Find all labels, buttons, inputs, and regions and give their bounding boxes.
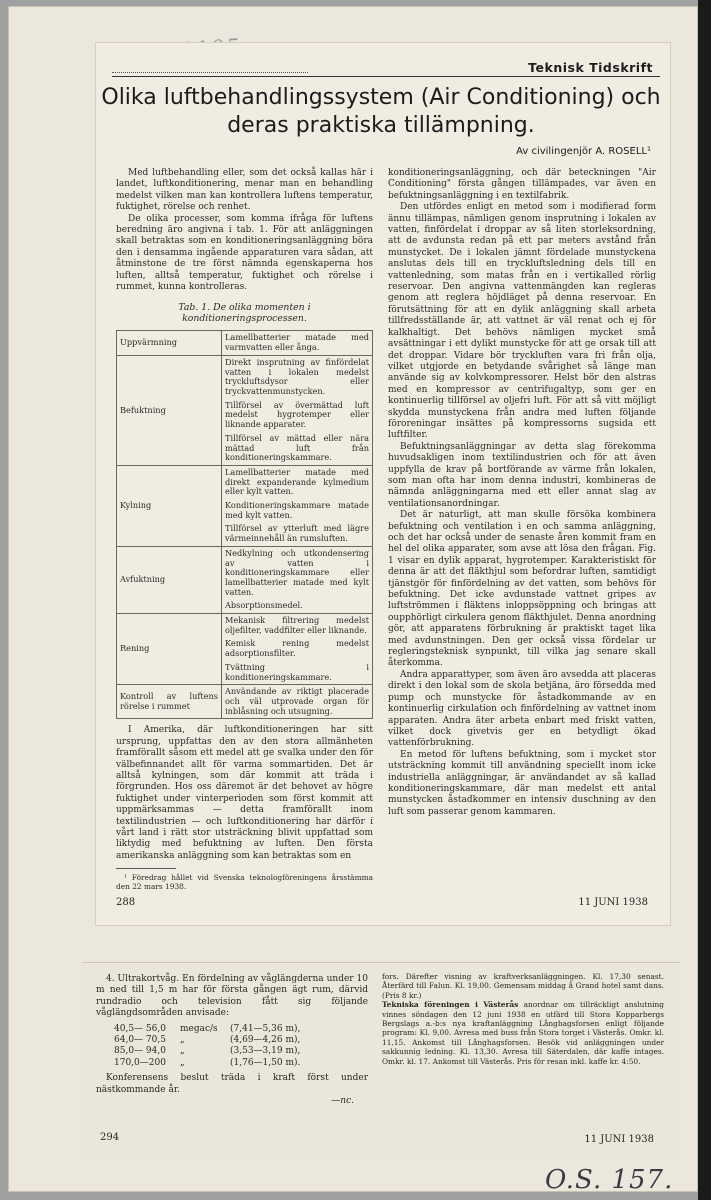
signature: —nc. [331,1096,354,1107]
page-number: 288 [116,897,136,908]
paragraph: fors. Därefter visning av kraftverksanläggningen. Kl. 17,30 senast. Återfärd till Falun. Kl. 19,00. Gemensam middag å Grand hotel samt dans. (Pris 8 kr.) [382,972,664,1000]
paragraph: konditioneringsanläggning, och där beteckningen "Air Conditioning" första gången tillämpades, var även en befuktningsanläggning i en textilfabrik. [388,168,656,201]
frequency-range: 64,0— 70,5 [114,1035,166,1046]
table-cell-item: Tillförsel av mättad eller nära mättad luft från konditioneringskammare. [225,432,369,463]
notice-heading: Tekniska föreningen i Västerås [382,1000,519,1010]
paragraph: Det är naturligt, att man skulle försöka kombinera befuktning och ventilation i en och samma anläggning, och det har också under de senaste åren kommit fram en hel del olika apparater, som avse att lösa den frågan. Fig. 1 visar en dylik apparat, hygrotemper. Karakteristiskt för denna är att det fläkthjul som befordrar luften, samtidigt tjänstgör för finfördelning av det vatten, som behövs för befuktning. Det icke avdunstade vattnet gripes av luftströmmen i fläktens inloppsöppning och bringas att oupphörligt cirkulera genom fläkthjulet. Denna anordning gör, att apparatens förbrukning är praktiskt taget lika med avdunstningen. Den ger också vissa fördelar ur regleringsteknisk synpunkt, till vilka jag senare skall återkomma. [388,510,656,669]
paragraph: De olika processer, som komma ifråga för luftens beredning äro angivna i tab. 1. För att anläggningen skall betraktas som en konditioneringsanläggning böra den i densamma ingående apparaturen vara sådan, att åtminstone de tre först nämnda egenskaperna hos luften, alltså temperatur, fuktighet och rörelse i rummet, kunna kontrolleras. [116,213,373,293]
frequency-unit: „ [180,1057,185,1068]
frequency-list [114,1024,368,1070]
table-row-items [222,355,373,465]
paragraph: En metod för luftens befuktning, som i mycket stor utsträckning kommit till användning speciellt inom icke industriella anläggningar, är användandet av så kallad konditioneringskammare, där man medelst ett antal munstycken åstadkommer en intensiv duschning av den luft som passerar genom kammaren. [388,749,656,817]
masthead-rule [112,76,660,77]
table-row-head: Kontroll av luftens rörelse i rummet [117,685,222,719]
table-cell-item: Konditioneringskammare matade med kylt vatten. [225,500,369,520]
journal-masthead: Teknisk Tidskrift [528,60,653,75]
table-cell-item: Tillförsel av övermättad luft medelst hygrotemper eller liknande apparater. [225,399,369,430]
paragraph [382,1000,664,1066]
frequency-range: 170,0—200 [114,1057,166,1068]
page-number-2: 294 [100,1132,120,1143]
table-row [117,614,373,685]
table-row-head: Rening [117,614,222,685]
paragraph: Befuktningsanläggningar av detta slag förekomma huvudsakligen inom textilindustrien och för att även uppfylla de krav på bortförande av värme från lokalen, som man ofta har inom denna industri, kombineras de nämnda anläggningarna med ett eller annat slag av ventilationsanordningar. [388,441,656,509]
article-title [100,84,662,140]
issue-date: 11 JUNI 1938 [578,897,648,908]
title-line-2: deras praktiska tillämpning. [227,113,535,138]
frequency-wave: (1,76—1,50 m). [230,1057,301,1068]
frequency-wave: (3,53—3,19 m), [230,1046,301,1057]
footnote-rule [116,868,176,869]
ultrakortvag-notice [96,974,368,1107]
table-row-items [222,465,373,546]
table-row-items [222,614,373,685]
frequency-row [114,1046,368,1057]
frequency-range: 85,0— 94,0 [114,1046,166,1057]
table-row [117,685,373,719]
table-caption: Tab. 1. De olika momenten i konditioneringsprocessen. [178,302,311,325]
table-cell-item: Tvättning i konditioneringskammare. [225,661,369,682]
table-row-head: Kylning [117,465,222,546]
paragraph: I Amerika, där luftkonditioneringen har sitt ursprung, uppfattas den av den stora allmänheten framförallt såsom ett medel att ge svalka under den för välbefinnandet allt för varma sommartiden. Det är alltså kylningen, som där kommit att träda i förgrunden. Hos oss däremot är det behovet av högre fuktighet under vinterperioden som först kommit att uppmärksammas — detta framförallt inom textilindustrien — och luftkonditionering har därför i vårt land i rätt stor utsträckning blivit uppfattad som liktydig med befuktning av luften. Den första amerikanska anläggning som kan betraktas som en [116,725,373,861]
table-row [117,465,373,546]
table-cell-item: Användande av riktigt placerade och väl utprovade organ för inblåsning och utsugning. [225,686,369,716]
article-author: Av civilingenjör A. ROSELL¹ [516,146,651,157]
table-row-items [222,331,373,355]
notice-body: anordnar om tillräckligt anslutning vinnes söndagen den 12 juni 1938 en utfärd till Stora Kopparbergs Bergslags a.-b:s nya kraftanläggning Långhagsforsen enligt följande program: Kl. 9,00. Avresa med buss från Stora torget i Västerås. Omkr. kl. 11,15. Ankomst till Långhagsforsen. Besök vid anläggningen under sakkunnig ledning. Kl. 13,30. Avresa till Säterdalen, där kaffe intages. Omkr. kl. 17. Ankomst till Västerås. Pris för resan inkl. kaffe kr. 4:50. [382,1000,664,1066]
right-column [388,168,656,818]
table-cell-item: Absorptionsmedel. [225,600,303,611]
paragraph: Andra apparattyper, som även äro avsedda att placeras direkt i den lokal som de skola betjäna, äro försedda med pump och munstycke för åstadkommande av en kontinuerlig cirkulation och finfördelning av vattnet inom apparaten. Andra äter arbeta enbart med friskt vatten, vilket dock givetvis ger en betydligt ökad vattenförbrukning. [388,669,656,749]
table-cell-item: Lamellbatterier matade med direkt expanderande kylmedium eller kylt vatten. [225,466,369,497]
handwritten-shelf-mark: O.S. 157. [545,1165,674,1195]
table-cell-item: Tillförsel av ytterluft med lägre värmeinnehåll än rumsluften. [225,523,369,544]
frequency-unit: megac/s [180,1023,218,1034]
left-column [116,168,373,891]
table-row-head: Uppvärmning [117,331,222,355]
table-row [117,331,373,355]
footnote: ¹ Föredrag hållet vid Svenska teknologföreningens årsstämma den 22 mars 1938. [116,873,373,892]
table-cell-item: Mekanisk filtrering medelst oljefilter, vaddfilter eller liknande. [225,615,369,635]
table-cell-item: Direkt insprutning av finfördelat vatten i lokalen medelst tryckluftsdysor eller tryckvattenmunstycken. [225,356,369,396]
dotted-rule [112,72,308,73]
paragraph: Den utfördes enligt en metod som i modifierad form ännu tillämpas, nämligen genom insprutning i lokalen av vatten, finfördelat i droppar av så liten storleksordning, att de avdunsta redan på ett par meters avstånd från munstycket. De i lokalen jämnt fördelade munstyckena anslutas dels till en tryckluftsledning dels till en vattenledning, som matas från en i vertikalled rörlig reservoar. Den angivna vattenmängden kan regleras genom att reglera höjdläget på denna reservoar. En förutsättning för att en dylik anläggning skall arbeta tillfredsställande är, att vattnet är väl renat och ej för kalkhaltigt. Det behövs nämligen mycket små avsättningar i ett dylikt munstycke för att ge orsak till att det droppar. Vidare bör tryckluften vara fri från olja, vilket utgjorde en betydande svårighet så länge man använde sig av kolvkompressorer. Helst bör den alstras med en kompressor av centrifugaltyp, som ger en kontinuerlig tillförsel av oljefri luft. För att så vitt möjligt skydda munstyckena från andra med luften följande föroreningar insättes på kompressorns sugsida ett luftfilter. [388,202,656,441]
paragraph: 4. Ultrakortvåg. En fördelning av våglängderna under 10 m ned till 1,5 m har för första gången ägt rum, därvid rundradio och television fått sig följande våglängdsområden anvisade: [96,974,368,1019]
table-cell-item: Nedkylning och utkondensering av vatten i konditioneringskammare eller lamellbatterier matade med kylt vatten. [225,547,369,597]
table-cell-item: Kemisk rening medelst adsorptionsfilter. [225,638,369,659]
table-cell-item: Lamellbatterier matade med varmvatten eller ånga. [225,332,369,353]
frequency-row [114,1035,368,1046]
frequency-range: 40,5— 56,0 [114,1023,166,1034]
table-row-head: Avfuktning [117,546,222,613]
paragraph: Med luftbehandling eller, som det också kallas här i landet, luftkonditionering, menar man en behandling medelst vilken man kan kontrollera luftens temperatur, fuktighet, rörelse och renhet. [116,168,373,213]
frequency-unit: „ [180,1046,185,1057]
vasteras-notice [382,972,664,1066]
frequency-unit: „ [180,1035,185,1046]
issue-date-2: 11 JUNI 1938 [584,1134,654,1145]
scanner-edge [698,0,711,1200]
frequency-wave: (7,41—5,36 m), [230,1023,301,1034]
process-table [116,330,373,719]
frequency-wave: (4,69—4,26 m), [230,1035,301,1046]
title-line-1: Olika luftbehandlingssystem (Air Conditioning) och [101,85,661,110]
table-row-head: Befuktning [117,355,222,465]
table-row [117,546,373,613]
table-row-items [222,685,373,719]
frequency-row [114,1024,368,1035]
frequency-row [114,1058,368,1069]
paragraph: Konferensens beslut träda i kraft först under nästkommande år. [96,1073,368,1095]
table-row [117,355,373,465]
table-row-items [222,546,373,613]
